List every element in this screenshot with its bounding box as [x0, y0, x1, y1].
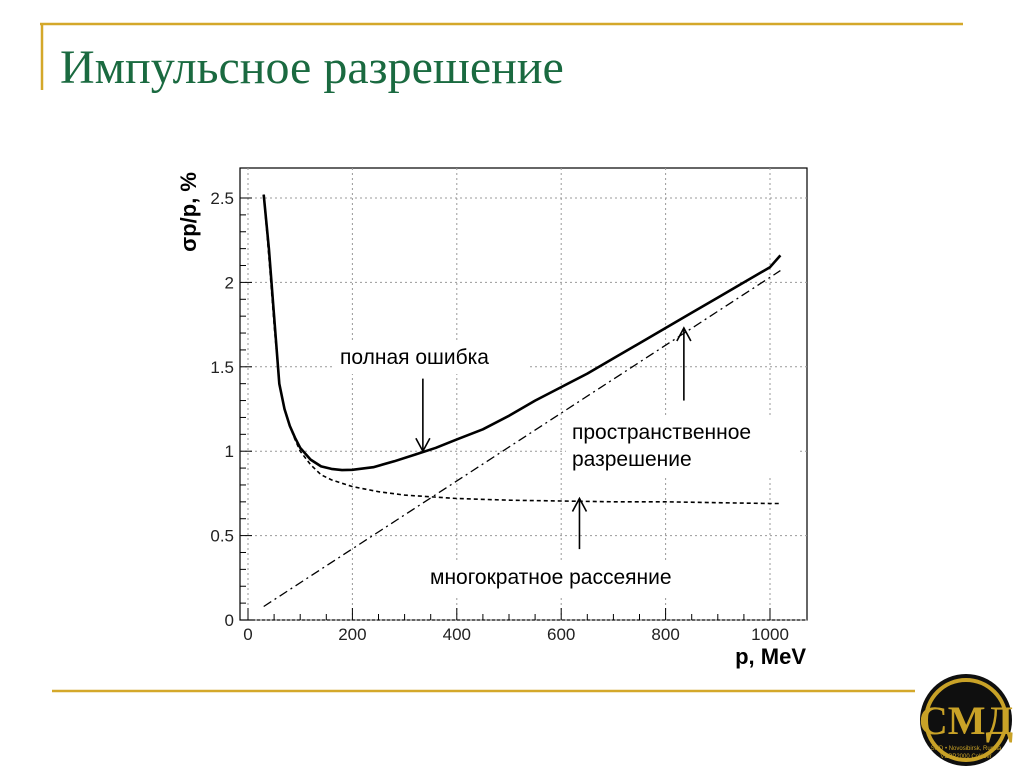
- annotation-spatial-resolution-text: пространственное: [572, 421, 752, 444]
- annotation-spatial-resolution-text: разрешение: [572, 448, 692, 471]
- logo-subtext-2: VEPP2000 Collider: [940, 754, 992, 760]
- logo-lettering: СМД: [918, 698, 1014, 743]
- snd-logo: [919, 674, 1013, 766]
- logo-subtext-1: SND • Novosibirsk, Russia: [930, 746, 1002, 752]
- x-tick-label: 200: [338, 625, 367, 644]
- slide-title: Импульсное разрешение: [60, 41, 564, 94]
- y-axis-title: σp/p, %: [176, 172, 201, 252]
- y-tick-label: 0.5: [210, 526, 234, 546]
- x-tick-label: 0: [243, 625, 253, 644]
- y-tick-label: 1: [224, 442, 234, 462]
- x-tick-label: 1000: [751, 625, 789, 644]
- y-tick-label: 2.5: [210, 189, 234, 208]
- y-tick-label: 2: [224, 273, 234, 293]
- x-tick-label: 400: [442, 625, 471, 644]
- x-tick-label: 600: [547, 625, 576, 644]
- plot-frame: [240, 168, 807, 620]
- x-axis-title: p, MeV: [735, 644, 806, 669]
- annotation-total-error-text: полная ошибка: [340, 346, 489, 369]
- annotation-multiple-scattering-text: многократное рассеяние: [430, 566, 672, 589]
- x-tick-label: 800: [651, 625, 680, 644]
- y-tick-label: 1.5: [210, 357, 234, 377]
- y-tick-label: 0: [224, 611, 234, 630]
